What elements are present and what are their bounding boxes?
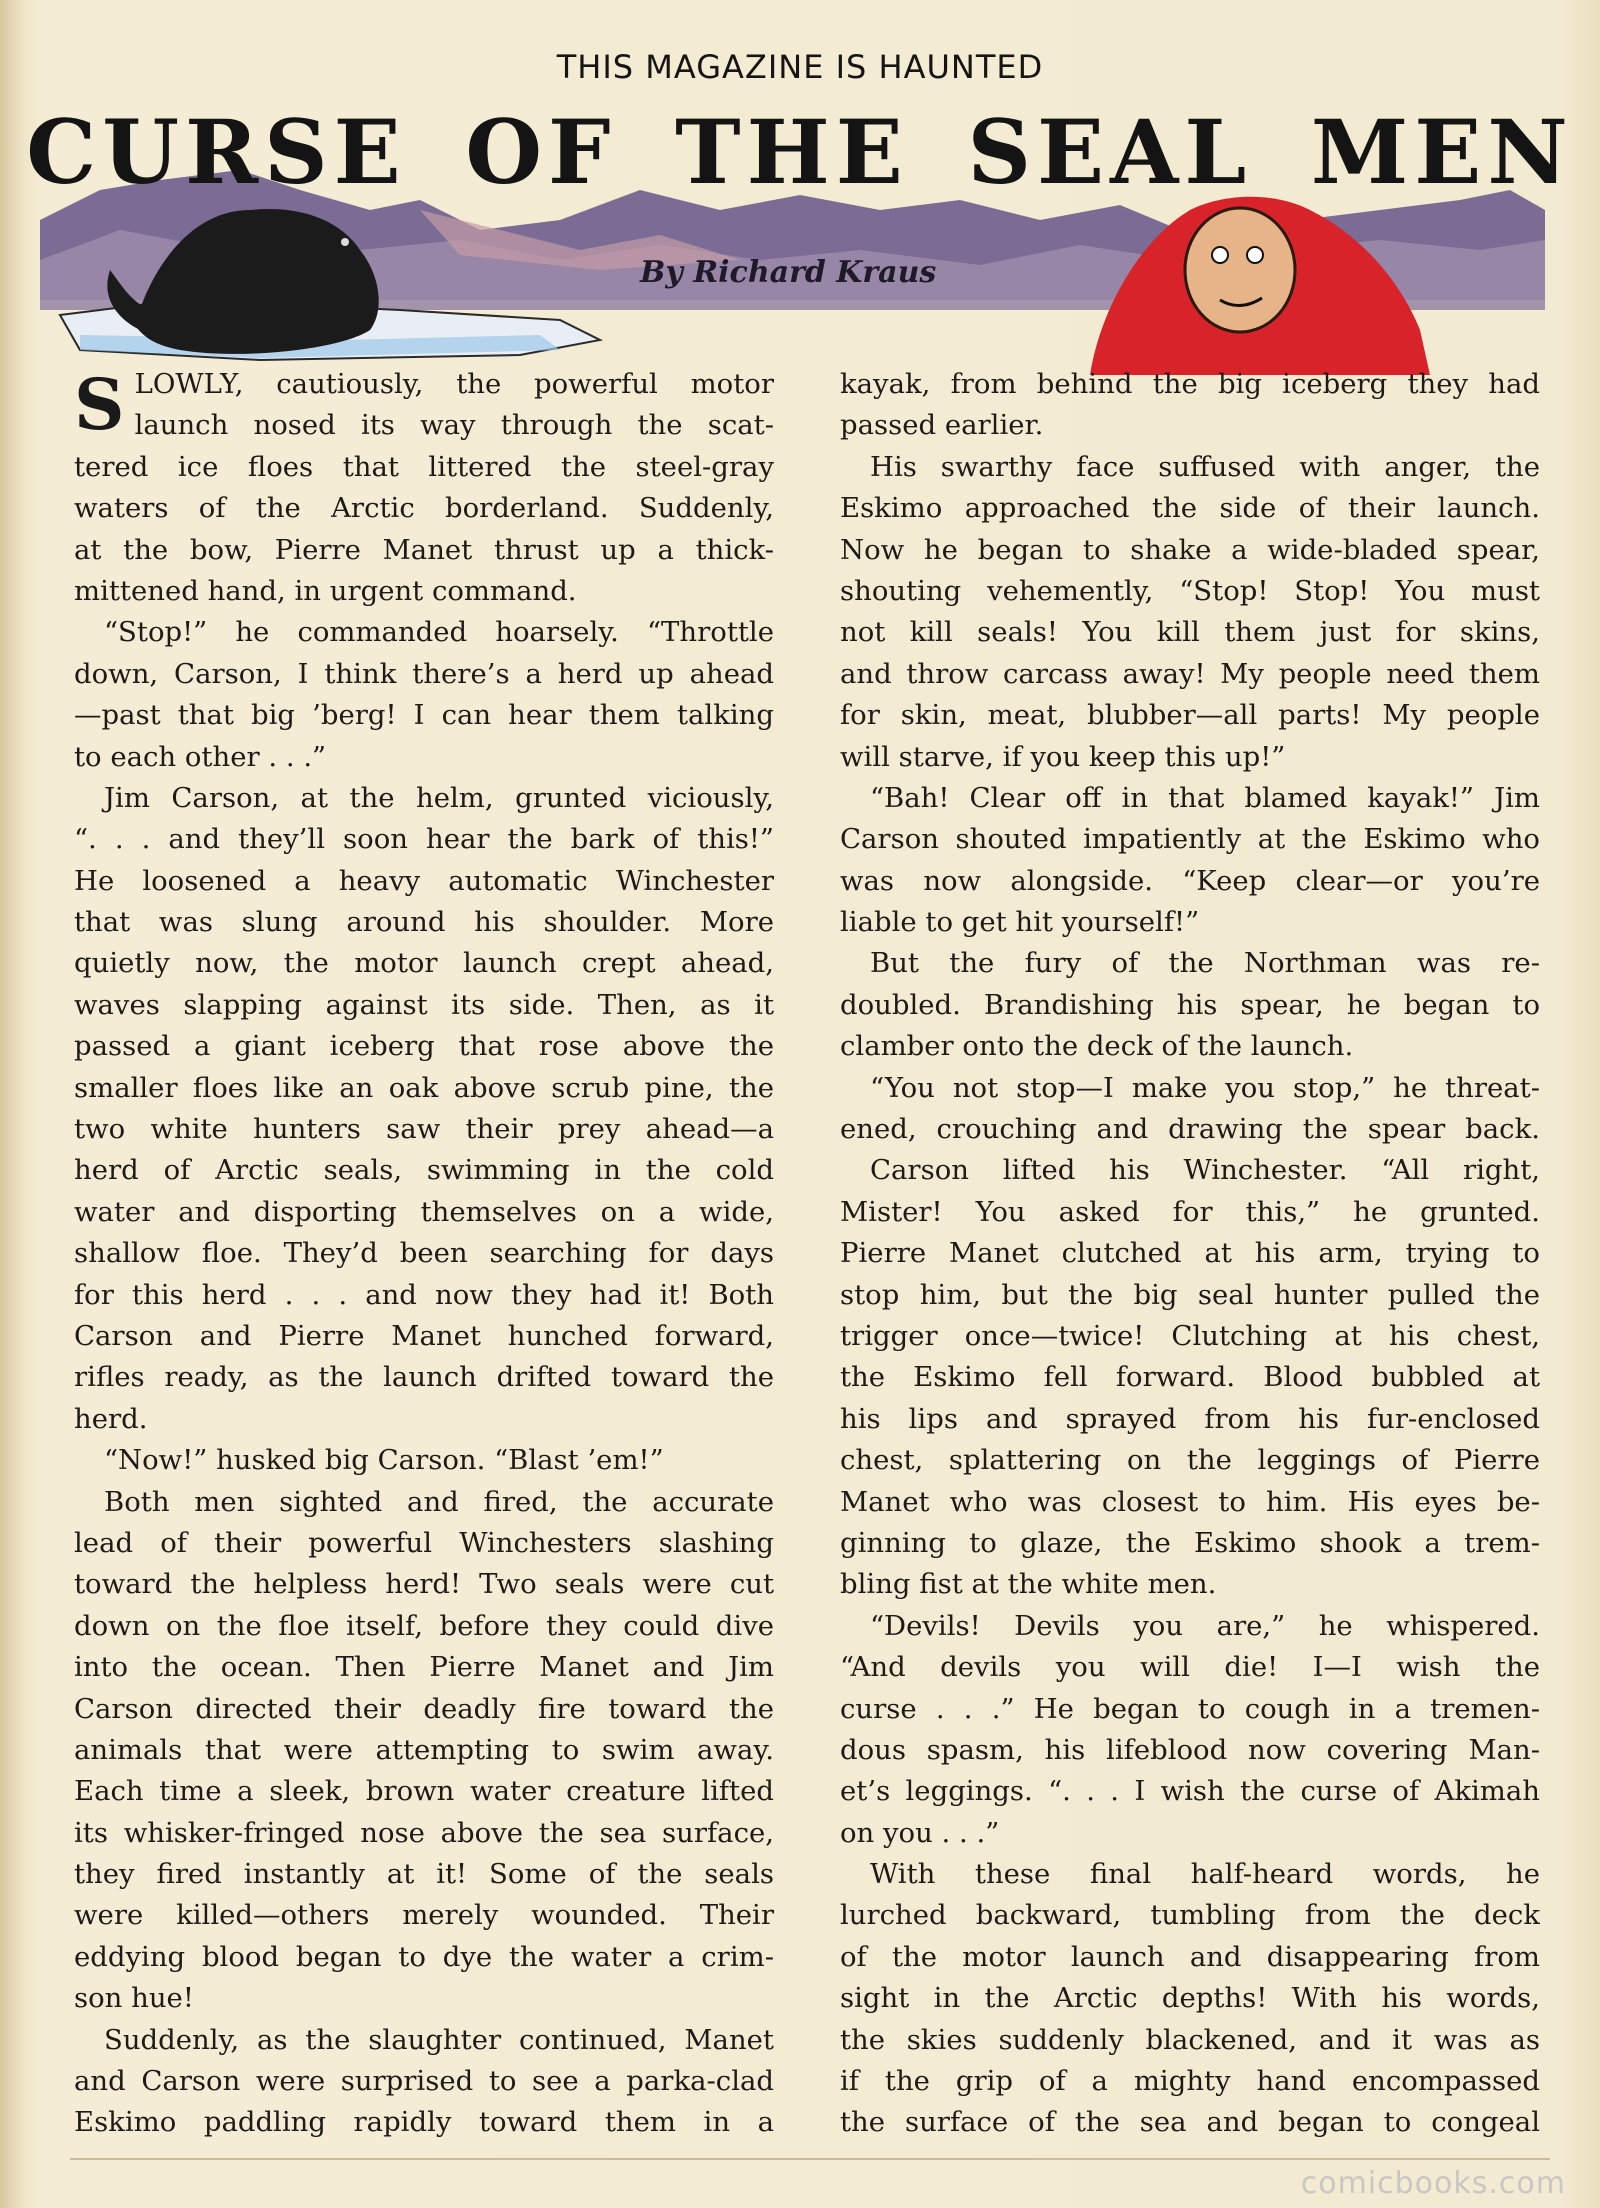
text-line: Carson and Pierre Manet hunched forward, [74,1319,774,1352]
text-line: “Bah! Clear off in that blamed kayak!” Jim [870,781,1540,814]
text-line: that was slung around his shoulder. More [74,906,774,939]
text-line: waters of the Arctic borderland. Suddenly, [74,492,774,525]
text-line: bling fist at the white men. [840,1568,1217,1601]
magazine-title: THIS MAGAZINE IS HAUNTED [556,48,1044,86]
text-line: toward the helpless herd! Two seals were cut [74,1568,774,1601]
text-line: his lips and sprayed from his fur-enclosed [840,1402,1540,1435]
first-line: LOWLY, cautiously, the powerful motor [134,368,774,400]
text-line: “And devils you will die! I—I wish the [840,1651,1540,1684]
text-line: et’s leggings. “. . . I wish the curse of Akimah [840,1775,1540,1808]
page-edge [0,0,22,2208]
text-line: passed earlier. [840,409,1044,442]
text-line: kayak, from behind the big iceberg they had [840,368,1540,400]
left-column [74,364,774,2144]
text-line: “. . . and they’ll soon hear the bark of this!” [74,823,774,856]
text-line: Pierre Manet clutched at his arm, trying to [840,1237,1540,1270]
man-eye-right [1247,247,1263,263]
text-line: doubled. Brandishing his spear, he began to [840,988,1540,1021]
text-line: for this herd . . . and now they had it! Both [74,1278,774,1311]
text-line: waves slapping against its side. Then, as it [74,988,774,1021]
text-line: were killed—others merely wounded. Their [74,1899,774,1932]
text-line: His swarthy face suffused with anger, the [870,450,1540,483]
text-line: passed a giant iceberg that rose above the [74,1030,774,1063]
text-line: lead of their powerful Winchesters slashing [74,1526,774,1559]
text-line: not kill seals! You kill them just for skins, [840,616,1540,649]
text-line: clamber onto the deck of the launch. [840,1030,1354,1063]
text-line: Eskimo paddling rapidly toward them in a [74,2106,774,2139]
text-line: “You not stop—I make you stop,” he threat- [870,1071,1540,1104]
text-line: chest, splattering on the leggings of Pierre [840,1444,1540,1477]
text-line: With these final half-heard words, he [870,1858,1540,1891]
text-line: will starve, if you keep this up!” [840,740,1286,773]
text-line: lurched backward, tumbling from the deck [840,1899,1540,1932]
text-line: the skies suddenly blackened, and it was as [840,2023,1540,2056]
text-line: Jim Carson, at the helm, grunted viciously, [104,781,774,814]
text-line: Carson shouted impatiently at the Eskimo who [840,823,1540,856]
text-line: —past that big ’berg! I can hear them talking [74,699,774,732]
text-line: shallow floe. They’d been searching for days [74,1237,774,1270]
text-line: herd of Arctic seals, swimming in the cold [74,1154,774,1187]
text-line: curse . . .” He began to cough in a tremen- [840,1692,1540,1725]
text-line: at the bow, Pierre Manet thrust up a thick- [74,533,774,566]
story-title: CURSE OF THE SEAL MEN [26,100,1574,204]
text-line: the Eskimo fell forward. Blood bubbled at [840,1361,1540,1394]
text-line: and Carson were surprised to see a parka-clad [74,2065,774,2098]
text-line: down, Carson, I think there’s a herd up ahead [74,657,774,690]
drop-cap: S [74,363,125,446]
right-column-lines [840,364,1540,2144]
text-line: son hue! [74,1982,194,2015]
text-line: liable to get hit yourself!” [840,906,1200,939]
text-line: ginning to glaze, the Eskimo shook a trem- [840,1526,1540,1559]
text-line: But the fury of the Northman was re- [870,947,1540,980]
text-line: water and disporting themselves on a wide, [74,1195,774,1228]
text-line: Carson directed their deadly fire toward the [74,1692,774,1725]
text-line: Suddenly, as the slaughter continued, Manet [104,2023,774,2056]
text-line: rifles ready, as the launch drifted toward the [74,1361,774,1394]
text-line: “Stop!” he commanded hoarsely. “Throttle [104,616,774,649]
text-line: He loosened a heavy automatic Winchester [74,864,774,897]
man-eye-left [1212,247,1228,263]
text-line: if the grip of a mighty hand encompassed [840,2065,1540,2098]
bottom-rule [70,2158,1550,2160]
text-line: down on the floe itself, before they could dive [74,1609,774,1642]
text-line: smaller floes like an oak above scrub pine, the [74,1071,774,1104]
text-line: “Devils! Devils you are,” he whispered. [870,1609,1540,1642]
right-column [840,364,1540,2144]
watermark: comicbooks.com [1300,2166,1566,2201]
text-line: shouting vehemently, “Stop! Stop! You must [840,574,1540,607]
text-line: sight in the Arctic depths! With his words, [840,1982,1540,2015]
text-line: of the motor launch and disappearing from [840,1940,1540,1973]
text-line: animals that were attempting to swim away. [74,1733,774,1766]
text-line: into the ocean. Then Pierre Manet and Jim [74,1651,774,1684]
text-line: dous spasm, his lifeblood now covering Man- [840,1733,1540,1766]
text-line: and throw carcass away! My people need them [840,657,1540,690]
text-line: Manet who was closest to him. His eyes be- [840,1485,1540,1518]
byline: By Richard Kraus [640,255,937,290]
text-line: “Now!” husked big Carson. “Blast ’em!” [104,1444,664,1477]
text-line: Each time a sleek, brown water creature lifted [74,1775,774,1808]
text-line: Eskimo approached the side of their launch. [840,492,1540,525]
text-line: quietly now, the motor launch crept ahead, [74,947,774,980]
text-line: was now alongside. “Keep clear—or you’re [840,864,1540,897]
text-line: Mister! You asked for this,” he grunted. [840,1195,1540,1228]
text-line: mittened hand, in urgent command. [74,574,577,607]
text-line: two white hunters saw their prey ahead—a [74,1113,774,1146]
text-line: the surface of the sea and began to congeal [840,2106,1540,2139]
text-line: eddying blood began to dye the water a crim- [74,1940,774,1973]
text-line: tered ice floes that littered the steel-gray [74,450,774,483]
text-line: to each other . . .” [74,740,327,773]
text-line: for skin, meat, blubber—all parts! My people [840,699,1540,732]
text-line: ened, crouching and drawing the spear back. [840,1113,1540,1146]
text-line: its whisker-fringed nose above the sea surface, [74,1816,774,1849]
text-line: Carson lifted his Winchester. “All right, [870,1154,1540,1187]
text-line: herd. [74,1402,148,1435]
text-line: on you . . .” [840,1816,1000,1849]
man-face [1185,208,1295,332]
text-line: Now he began to shake a wide-bladed spear, [840,533,1540,566]
text-line: trigger once—twice! Clutching at his chest, [840,1319,1540,1352]
text-line: launch nosed its way through the scat- [134,409,774,442]
text-line: stop him, but the big seal hunter pulled the [840,1278,1540,1311]
text-line: Both men sighted and fired, the accurate [104,1485,774,1518]
text-line: they fired instantly at it! Some of the seals [74,1858,774,1891]
left-column-lines [74,405,774,2143]
seal-eye [341,238,349,246]
